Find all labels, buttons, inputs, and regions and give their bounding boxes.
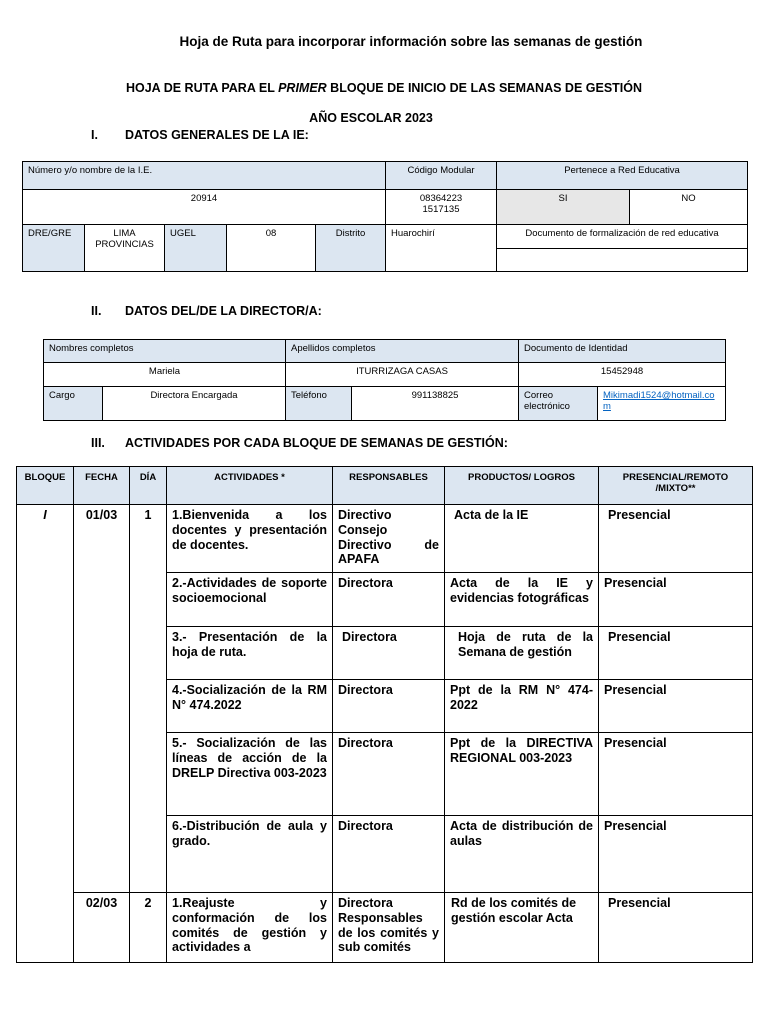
nombres-value: Mariela — [44, 363, 286, 387]
header-actividades: ACTIVIDADES * — [167, 467, 333, 505]
red-si-option: SI — [497, 190, 630, 225]
general-data-table — [22, 161, 748, 272]
productos-cell: Acta de la IE — [445, 505, 599, 573]
header-distrito: Distrito — [316, 225, 386, 272]
activity-cell: 2.-Actividades de soporte socioemocional — [167, 573, 333, 627]
modular-code-value: 08364223 1517135 — [386, 190, 497, 225]
header-ugel: UGEL — [165, 225, 227, 272]
header-doc-red: Documento de formalización de red educativa — [497, 225, 748, 249]
block-title: HOJA DE RUTA PARA EL PRIMER BLOQUE DE INICIO DE LAS SEMANAS DE GESTIÓN — [125, 81, 643, 95]
responsables-cell: Directora Responsables de los comités y sub comités — [333, 893, 445, 963]
documento-value: 15452948 — [519, 363, 726, 387]
header-correo: Correo electrónico — [519, 387, 598, 421]
header-dia: DÍA — [130, 467, 167, 505]
modalidad-cell: Presencial — [599, 505, 753, 573]
doc-red-value — [497, 249, 748, 272]
section-1-heading: I. DATOS GENERALES DE LA IE: — [91, 128, 309, 142]
school-year: AÑO ESCOLAR 2023 — [309, 111, 433, 125]
modalidad-cell: Presencial — [599, 816, 753, 893]
header-nombres: Nombres completos — [44, 340, 286, 363]
responsables-cell: Directora — [333, 680, 445, 733]
document-title: Hoja de Ruta para incorporar información sobre las semanas de gestión — [179, 34, 643, 49]
activity-cell: 1.Reajuste y conformación de los comités de gestión y actividades a — [167, 893, 333, 963]
header-cargo: Cargo — [44, 387, 103, 421]
ugel-value: 08 — [227, 225, 316, 272]
modalidad-cell: Presencial — [599, 627, 753, 680]
activity-cell: 5.- Socialización de las líneas de acción de la DRELP Directiva 003-2023 — [167, 733, 333, 816]
productos-cell: Acta de la IE y evidencias fotográficas — [445, 573, 599, 627]
correo-cell — [598, 387, 726, 421]
responsables-cell: Directora — [333, 816, 445, 893]
modalidad-cell: Presencial — [599, 573, 753, 627]
header-telefono: Teléfono — [286, 387, 352, 421]
fecha-value: 02/03 — [74, 893, 130, 963]
dia-value: 2 — [130, 893, 167, 963]
header-dre: DRE/GRE — [23, 225, 85, 272]
responsables-cell: Directora — [333, 733, 445, 816]
modalidad-cell: Presencial — [599, 733, 753, 816]
responsables-cell: Directora — [333, 627, 445, 680]
productos-cell: Rd de los comités de gestión escolar Acta — [445, 893, 599, 963]
header-bloque: BLOQUE — [17, 467, 74, 505]
activity-cell: 4.-Socialización de la RM N° 474.2022 — [167, 680, 333, 733]
header-modalidad: PRESENCIAL/REMOTO /MIXTO** — [599, 467, 753, 505]
section-3-heading: III. ACTIVIDADES POR CADA BLOQUE DE SEMANAS DE GESTIÓN: — [91, 436, 508, 450]
responsables-cell: Directora — [333, 573, 445, 627]
table-row — [17, 893, 753, 963]
email-link[interactable]: Mikimadi1524@hotmail.com — [603, 390, 715, 412]
header-responsables: RESPONSABLES — [333, 467, 445, 505]
fecha-value: 01/03 — [74, 505, 130, 893]
red-no-option: NO — [630, 190, 748, 225]
header-red-educativa: Pertenece a Red Educativa — [497, 162, 748, 190]
productos-cell: Hoja de ruta de la Semana de gestión — [445, 627, 599, 680]
header-documento: Documento de Identidad — [519, 340, 726, 363]
modalidad-cell: Presencial — [599, 680, 753, 733]
activity-cell: 3.- Presentación de la hoja de ruta. — [167, 627, 333, 680]
activity-cell: 6.-Distribución de aula y grado. — [167, 816, 333, 893]
productos-cell: Ppt de la DIRECTIVA REGIONAL 003-2023 — [445, 733, 599, 816]
telefono-value: 991138825 — [352, 387, 519, 421]
section-2-heading: II. DATOS DEL/DE LA DIRECTOR/A: — [91, 304, 322, 318]
header-fecha: FECHA — [74, 467, 130, 505]
modalidad-cell: Presencial — [599, 893, 753, 963]
header-modular-code: Código Modular — [386, 162, 497, 190]
ie-name-value: 20914 — [23, 190, 386, 225]
productos-cell: Acta de distribución de aulas — [445, 816, 599, 893]
header-ie-name: Número y/o nombre de la I.E. — [23, 162, 386, 190]
table-row — [17, 505, 753, 573]
dre-value: LIMA PROVINCIAS — [85, 225, 165, 272]
dia-value: 1 — [130, 505, 167, 893]
apellidos-value: ITURRIZAGA CASAS — [286, 363, 519, 387]
activities-table — [16, 466, 753, 963]
distrito-value: Huarochirí — [386, 225, 497, 272]
director-data-table — [43, 339, 726, 421]
cargo-value: Directora Encargada — [103, 387, 286, 421]
productos-cell: Ppt de la RM N° 474-2022 — [445, 680, 599, 733]
header-apellidos: Apellidos completos — [286, 340, 519, 363]
header-productos: PRODUCTOS/ LOGROS — [445, 467, 599, 505]
activity-cell: 1.Bienvenida a los docentes y presentación de docentes. — [167, 505, 333, 573]
bloque-value: I — [17, 505, 74, 963]
responsables-cell: Directivo Consejo Directivo de APAFA — [333, 505, 445, 573]
